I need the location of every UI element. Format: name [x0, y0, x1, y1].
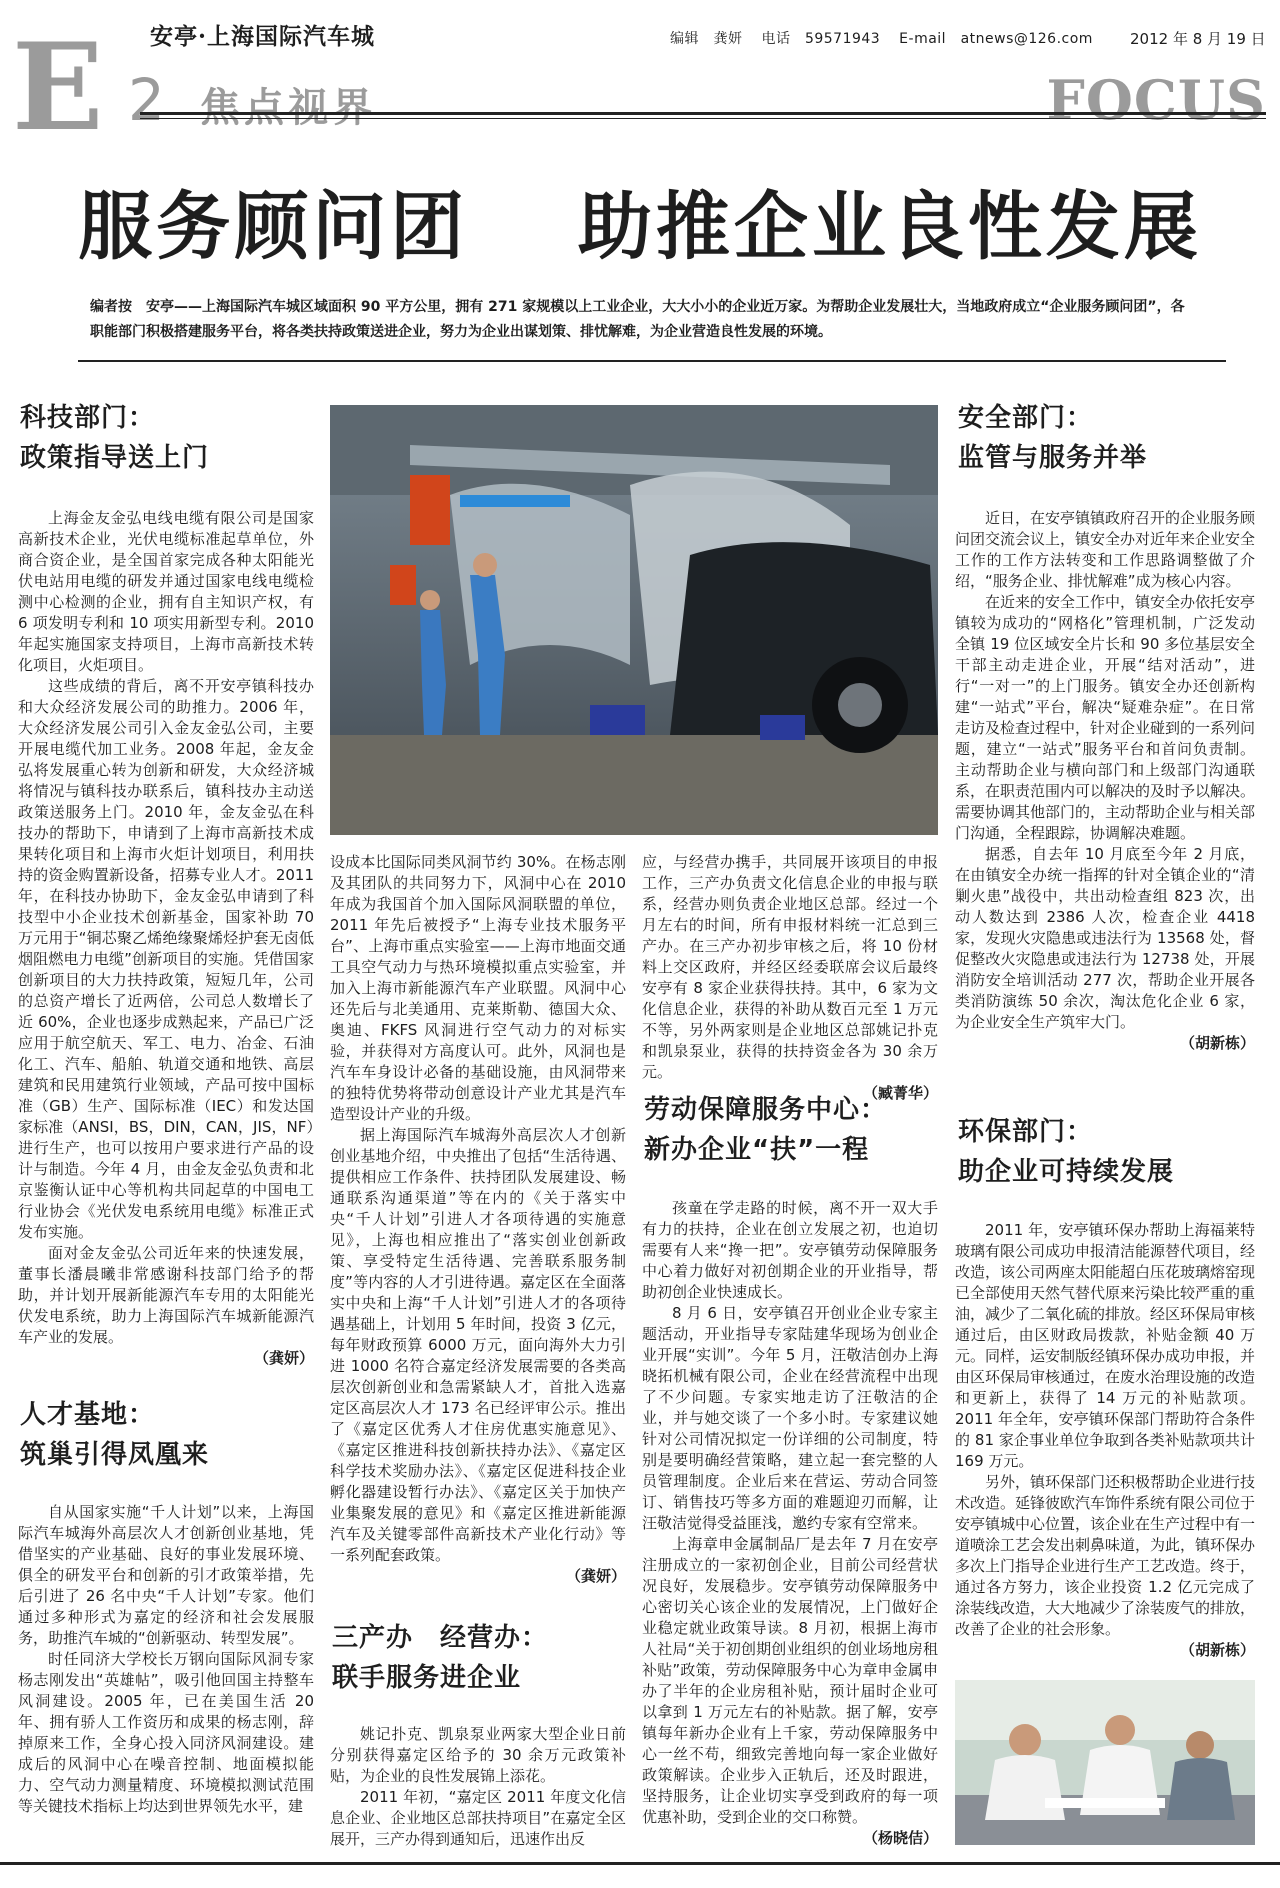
s2-body-a: 自从国家实施“千人计划”以来，上海国际汽车城海外高层次人才创新创业基地，凭借坚实的产业基础、良好的事业发展环境、俱全的研发平台和创新的引才政策举措，先后引进了 26 名中央“千人计划”专家。他们通过多种形式为嘉定的经济和社会发展服务，助推汽车城的“创新驱动、转型发展”。 时任同济大学校长万钢向国际风洞专家杨志刚发出“英雄帖”，吸引他回国主持整车风洞建设。2005 年，已在美国生活 20 年、拥有骄人工作资历和成果的杨志刚，辞掉原来工作，全身心投入同济风洞建设。建成后的风洞中心在噪音控制、地面模拟能力、空气动力测量精度、环境模拟测试范围等关键技术指标上均达到世界领先水平，建 [18, 1503, 314, 1815]
header-rule-thin [140, 118, 1266, 119]
footer-rule [0, 1862, 1280, 1865]
s3-title: 三产办 经营办： 联手服务进企业 [332, 1623, 549, 1693]
s5-body: 近日，在安亭镇镇政府召开的企业服务顾问团交流会议上，镇安全办对近年来企业安全工作的工作方法转变和工作思路调整做了介绍，“服务企业、排忧解难”成为核心内容。 在近来的安全工作中，镇安全办依托安亭镇较为成功的“网格化”管理机制，广泛发动全镇 19 位区域安全片长和 90 多位基层安全干部主动走进企业，开展“结对活动”，进行“一对一”的上门服务。镇安全办还创新构建“一站式”平台，解决“疑难杂症”。在日常走访及检查过程中，针对企业碰到的一系列问题，建立“一站式”服务平台和首问负责制。主动帮助企业与横向部门和上级部门沟通联系，在职责范围内可以解决的及时予以解决。需要协调其他部门的，主动帮助企业与相关部门沟通，全程跟踪，协调解决难题。 据悉，自去年 10 月底至今年 2 月底，在由镇安全办统一指挥的针对全镇企业的“清剿火患”战役中，共出动检查组 823 次，出动人数达到 2386 人次，检查企业 4418 家，发现火灾隐患或违法行为 13568 处，督促整改火灾隐患或违法行为 12738 处，开展消防安全培训活动 277 次，帮助企业开展各类消防演练 50 余次，淘汰危化企业 6 家，为企业安全生产筑牢大门。 （胡新栋） [955, 509, 1256, 1052]
meeting-photo-art [955, 1680, 1255, 1845]
s5-title: 安全部门： 监管与服务并举 [958, 403, 1148, 473]
s1-body: 上海金友金弘电线电缆有限公司是国家高新技术企业，光伏电缆标准起草单位，外商合资企业，是全国首家完成各种太阳能光伏电站用电缆的研发并通过国家电线电缆检测中心检测的企业，拥有自主知识产权，有 6 项发明专利和 10 项实用新型专利。2010 年起实施国家支持项目，上海市高新技术转化项目，火炬项目。 这些成绩的背后，离不开安亭镇科技办和大众经济发展公司的助推力。2006 年，大众经济发展公司引入金友金弘公司，主要开展电缆代加工业务。2008 年起，金友金弘将发展重心转为创新和研发，大众经济城将情况与镇科技办联系后，镇科技办主动送政策送服务上门。2010 年，金友金弘在科技办的帮助下，申请到了上海市高新技术成果转化项目和上海市火炬计划项目，利用扶持的资金购置新设备，招募专业人才。2011 年，在科技办协助下，金友金弘申请到了科技型中小企业技术创新基金，国家补助 70 万元用于“铜芯聚乙烯绝缘聚烯烃护套无卤低烟阻燃电力电缆”创新项目的实施。凭借国家创新项目的大力扶持政策，短短几年，公司的总资产增长了近两倍，公司总人数增长了近 60%，企业也逐步成熟起来，产品已广泛应用于航空航天、军工、电力、冶金、石油化工、汽车、船舶、轨道交通和地铁、高层建筑和民用建筑行业领域，产品可按中国标准（GB）生产、国际标准（IEC）和发达国家标准（ANSI，BS，DIN，CAN，JIS，NF）进行生产，也可以按用户要求进行产品的设计与制造。今年 4 月，由金友金弘负责和北京鉴衡认证中心等机构共同起草的中国电工行业协会《光伏发电系统用电缆》标准正式发布实施。 面对金友金弘公司近年来的快速发展，董事长潘晨曦非常感谢科技部门给予的帮助，并计划开展新能源汽车专用的太阳能光伏发电系统，助力上海国际汽车城新能源汽车产业的发展。 （龚妍） [18, 509, 314, 1367]
s3-body-b: 应，与经营办携手，共同展开该项目的申报工作，三产办负责文化信息企业的申报与联系，经营办则负责企业地区总部。经过一个月左右的时间，所有申报材料统一汇总到三产办。在三产办初步审核之后，将 10 份材料上交区政府，并经区经委联席会议后最终安亭有 8 家企业获得扶持。其中，6 家为文化信息企业，获得的补助从数百元至 1 万元不等，另外两家则是企业地区总部姚记扑克和凯泉泵业，获得的扶持资金各为 30 余万元。 （臧菁华） [642, 853, 938, 1102]
email-label: E-mail atnews@126.com [899, 31, 1093, 47]
s4-body: 孩童在学走路的时候，离不开一双大手有力的扶持，企业在创立发展之初，也迫切需要有人来“搀一把”。安亭镇劳动保障服务中心着力做好对初创期企业的开业指导，帮助初创企业快速成长。 8 月 6 日，安亭镇召开创业企业专家主题活动，开业指导专家陆建华现场为创业企业开展“实训”。今年 5 月，汪敬洁创办上海晓拓机械有限公司，企业在经营流程中出现了不少问题。专家实地走访了汪敬洁的企业，并与她交谈了一个多小时。专家建议她针对公司情况拟定一份详细的公司制度，特别是要明确经营策略，建立起一套完整的人员管理制度。企业后来在营运、劳动合同签订、销售技巧等多方面的难题迎刃而解，让汪敬洁觉得受益匪浅，邀约专家有空常来。 上海章申金属制品厂是去年 7 月在安亭注册成立的一家初创企业，目前公司经营状况良好，发展稳步。安亭镇劳动保障服务中心密切关心该企业的发展情况，上门做好企业稳定就业政策导读。8 月初，根据上海市人社局“关于初创期创业组织的创业场地房租补贴”政策，劳动保障服务中心为章申金属申办了半年的企业房租补贴，预计届时企业可以拿到 1 万元左右的补贴款。据了解，安亭镇每年新办企业有上千家，劳动保障服务中心一丝不苟，细致完善地向每一家企业做好政策解读。企业步入正轨后，还及时跟进，坚持服务，让企业切实享受到政府的每一项优惠补助，受到企业的交口称赞。 （杨晓佶） [642, 1199, 938, 1847]
s3-body-a: 姚记扑克、凯泉泵业两家大型企业日前分别获得嘉定区给予的 30 余万元政策补贴，为企业的良性发展锦上添花。 2011 年初，“嘉定区 2011 年度文化信息企业、企业地区总部扶持项目”在嘉定全区展开，三产办得到通知后，迅速作出反 [330, 1725, 626, 1848]
editor-note: 编者按 安亭——上海国际汽车城区域面积 90 平方公里，拥有 271 家规模以上工业企业，大大小小的企业近万家。为帮助企业发展壮大，当地政府成立“企业服务顾问团”，各职能部门积极搭建服务平台，将各类扶持政策送进企业，努力为企业出谋划策、排忧解难，为企业营造良性发展的环境。 [90, 299, 1185, 340]
s1-title: 科技部门： 政策指导送上门 [20, 403, 210, 473]
meeting-photo [955, 1680, 1255, 1845]
s6-body: 2011 年，安亭镇环保办帮助上海福莱特玻璃有限公司成功申报清洁能源替代项目，经改造，该公司两座太阳能超白压花玻璃熔窑现已全部使用天然气替代原来污染比较严重的重油，减少了二氧化硫的排放。经区环保局审核通过后，由区财政局拨款，补贴金额 40 万元。同样，运安制版经镇环保办成功申报，并由区环保局审核通过，在废水治理设施的改造和更新上，获得了 14 万元的补贴款项。2011 年全年，安亭镇环保部门帮助符合条件的 81 家企事业单位争取到各类补贴款项共计 169 万元。 另外，镇环保部门还积极帮助企业进行技术改造。延锋彼欧汽车饰件系统有限公司位于安亭镇城中心位置，该企业在生产过程中有一道喷涂工艺会发出刺鼻味道，为此，镇环保办多次上门指导企业进行生产工艺改造。终于，通过各方努力，该企业投资 1.2 亿元完成了涂装线改造，大大地减少了涂装废气的排放，改善了企业的社会形象。 （胡新栋） [955, 1221, 1256, 1659]
factory-photo-art [330, 405, 938, 835]
issue-date: 2012 年 8 月 19 日 [1130, 30, 1266, 48]
newspaper-name: 安亭·上海国际汽车城 [150, 23, 376, 50]
focus-label: FOCUS [1046, 68, 1266, 132]
factory-photo [330, 405, 938, 835]
page-letter: E [12, 17, 104, 158]
s6-title: 环保部门： 助企业可持续发展 [958, 1117, 1175, 1187]
phone-label: 电话 59571943 [761, 31, 881, 47]
page-number: 2 [128, 66, 165, 134]
headline-left: 服务顾问团 [78, 184, 469, 270]
intro-separator [78, 360, 1226, 362]
main-headline [0, 168, 1280, 274]
header-rule [140, 112, 1266, 115]
editor-contact-line [670, 28, 1107, 48]
section-title: 焦点视界 [200, 84, 376, 131]
editor-label: 编辑 龚妍 [670, 31, 743, 47]
headline-right: 助推企业良性发展 [577, 184, 1202, 270]
s4-title: 劳动保障服务中心： 新办企业“扶”一程 [644, 1095, 888, 1165]
s2-title: 人才基地： 筑巢引得凤凰来 [20, 1400, 210, 1470]
s2-body-b: 设成本比国际同类风洞节约 30%。在杨志刚及其团队的共同努力下，风洞中心在 2010 年成为我国首个加入国际风洞联盟的单位，2011 年先后被授予“上海专业技术服务平台”、上海市重点实验室——上海市地面交通工具空气动力与热环境模拟重点实验室，并加入上海市新能源汽车产业联盟。风洞中心还先后与北美通用、克莱斯勒、德国大众、奥迪、FKFS 风洞进行空气动力的对标实验，并获得对方高度认可。此外，风洞也是汽车车身设计必备的基础设施，由风洞带来的独特优势将带动创意设计产业尤其是汽车造型设计产业的升级。 据上海国际汽车城海外高层次人才创新创业基地介绍，中央推出了包括“生活待遇、提供相应工作条件、扶持团队发展建设、畅通联系沟通渠道”等在内的《关于落实中央“千人计划”引进人才各项待遇的实施意见》，上海也相应推出了“落实创业创新政策、享受特定生活待遇、完善联系服务制度”等内容的人才引进待遇。嘉定区在全面落实中央和上海“千人计划”引进人才的各项待遇基础上，计划用 5 年时间，投资 3 亿元，每年财政预算 6000 万元，面向海外大力引进 1000 名符合嘉定经济发展需要的各类高层次创新创业和急需紧缺人才，首批入选嘉定区高层次人才 173 名已经评审公示。推出了《嘉定区优秀人才住房优惠实施意见》、《嘉定区推进科技创新扶持办法》、《嘉定区科学技术奖励办法》、《嘉定区促进科技企业孵化器建设暂行办法》、《嘉定区关于加快产业集聚发展的意见》和《嘉定区推进新能源汽车及关键零部件高新技术产业化行动》等一系列配套政策。 （龚妍） [330, 853, 626, 1585]
